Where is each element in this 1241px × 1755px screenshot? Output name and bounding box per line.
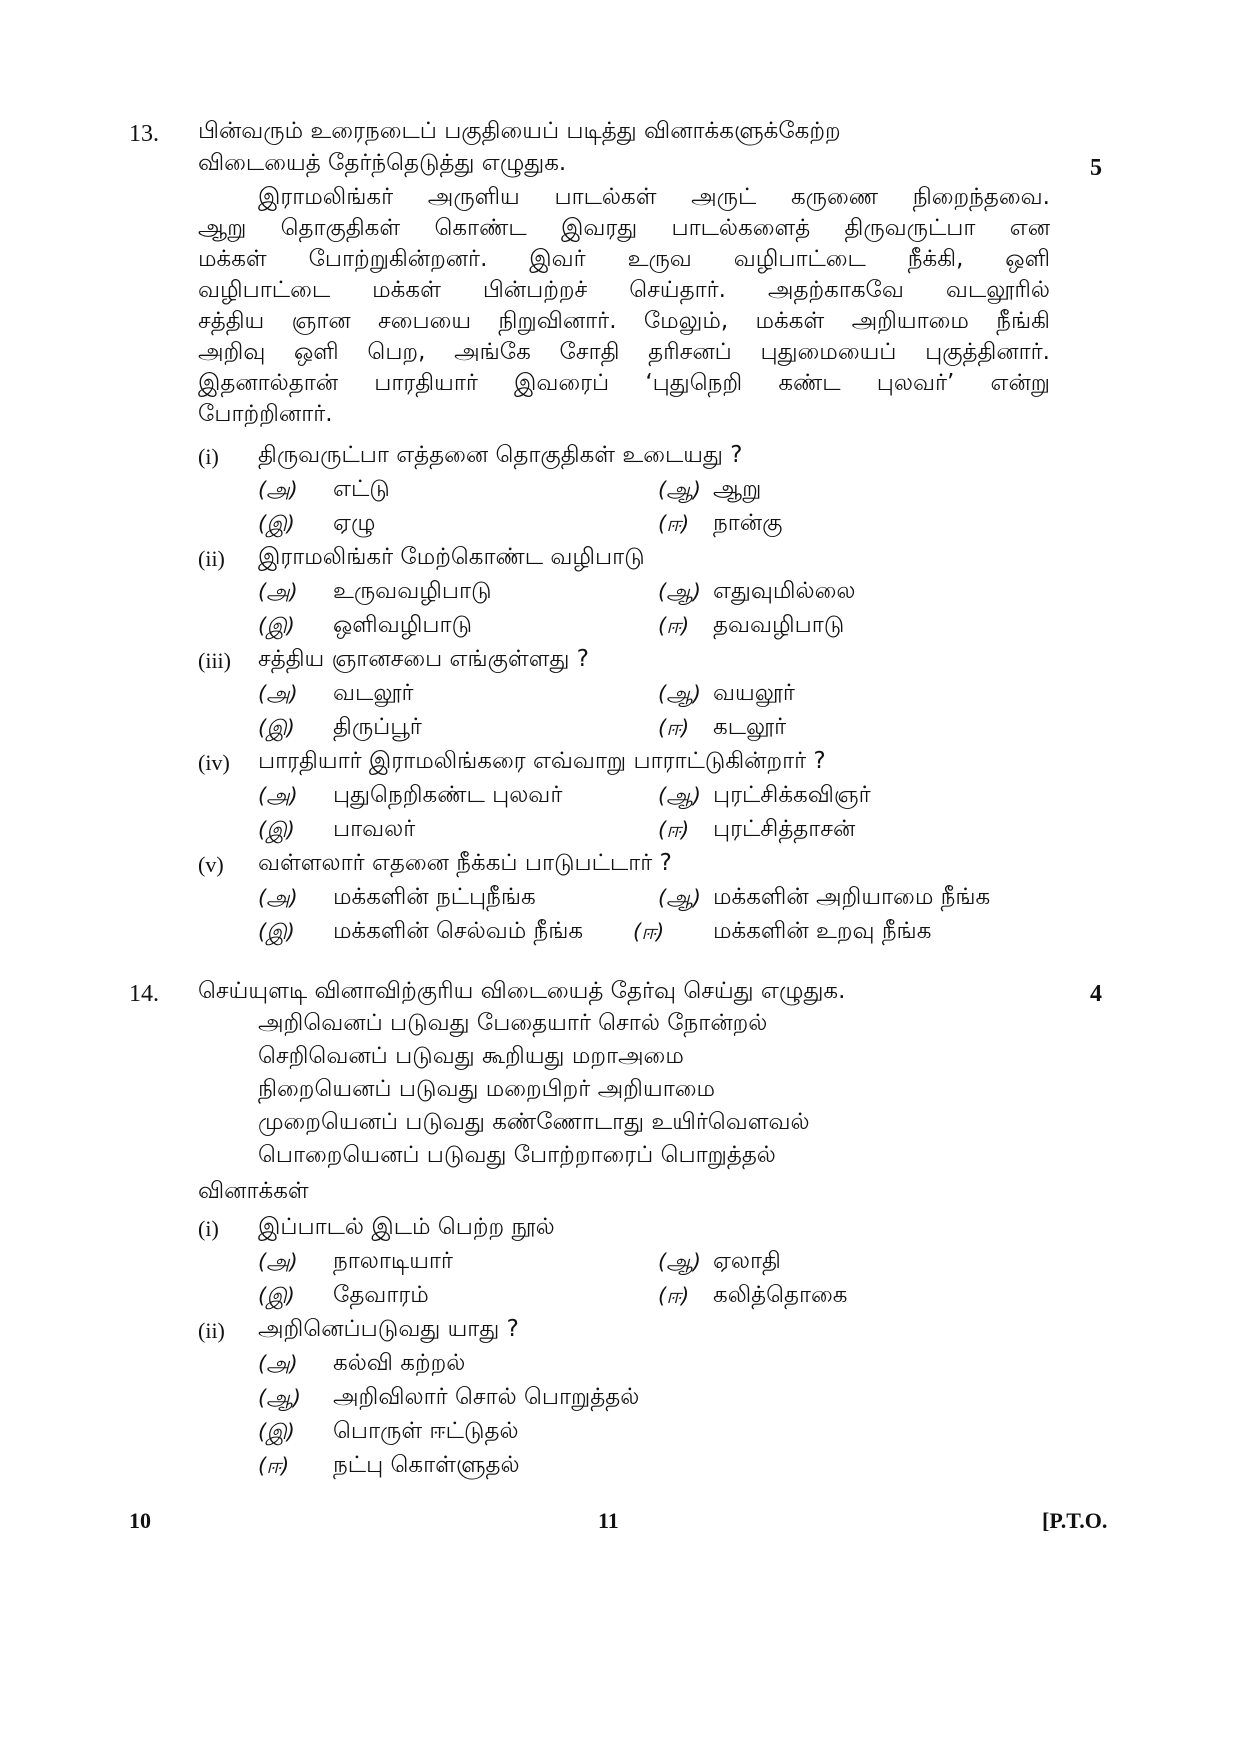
q13-sub-number: (iii)	[198, 648, 231, 673]
option-text: ஒளிவழிபாடு	[333, 612, 473, 638]
option-text: பாவலர்	[333, 816, 416, 842]
q13-passage-line: வழிபாட்டை மக்கள் பின்பற்றச் செய்தார். அதற்காகவே வடலூரில்	[198, 277, 1050, 303]
footer-code: 10	[129, 1508, 151, 1533]
q13-sub-question: திருவருட்பா எத்தனை தொகுதிகள் உடையது ?	[258, 442, 743, 468]
option-marker: (ஈ)	[258, 1454, 290, 1478]
option-marker: (இ)	[258, 920, 295, 944]
option-text: நாலாடியார்	[333, 1248, 453, 1274]
option-marker: (அ)	[258, 580, 298, 604]
option-marker: (ஆ)	[658, 580, 701, 604]
q14-instruction: செய்யுளடி வினாவிற்குரிய விடையைத் தேர்வு செய்து எழுதுக.	[198, 978, 846, 1004]
option-marker: (ஈ)	[658, 1284, 690, 1308]
option-text: உருவவழிபாடு	[333, 578, 492, 604]
option-marker: (இ)	[258, 716, 295, 740]
footer-page-number: 11	[598, 1508, 619, 1533]
option-text: மக்களின் அறியாமை நீங்க	[713, 884, 991, 910]
option-text: கடலூர்	[713, 714, 787, 740]
q14-sub-number: (ii)	[198, 1318, 225, 1343]
option-text: திருப்பூர்	[333, 714, 422, 740]
q14-marks: 4	[1090, 981, 1102, 1007]
option-marker: (ஆ)	[658, 1250, 701, 1274]
option-marker: (இ)	[258, 614, 295, 638]
poem-line: செறிவெனப் படுவது கூறியது மறாஅமை	[258, 1043, 684, 1069]
option-text: அறிவிலார் சொல் பொறுத்தல்	[333, 1384, 640, 1410]
option-marker: (அ)	[258, 784, 298, 808]
q14-sub-number: (i)	[198, 1216, 219, 1241]
option-text: எதுவுமில்லை	[713, 578, 856, 604]
option-marker: (ஈ)	[658, 512, 690, 536]
option-marker: (ஈ)	[658, 614, 690, 638]
q13-instruction-line2: விடையைத் தேர்ந்தெடுத்து எழுதுக.	[198, 150, 567, 176]
q14-sub-question: அறினெப்படுவது யாது ?	[258, 1316, 519, 1342]
option-text: தவவழிபாடு	[713, 612, 845, 638]
option-marker: (ஈ)	[658, 818, 690, 842]
q13-marks: 5	[1090, 155, 1102, 181]
option-marker: (அ)	[258, 478, 298, 502]
q13-sub-number: (ii)	[198, 546, 225, 571]
option-text: தேவாரம்	[333, 1282, 429, 1308]
option-text: கல்வி கற்றல்	[333, 1350, 466, 1376]
option-marker: (இ)	[258, 512, 295, 536]
option-marker: (அ)	[258, 886, 298, 910]
q13-passage-line: இராமலிங்கர் அருளிய பாடல்கள் அருட் கருணை நிறைந்தவை.	[258, 184, 1050, 210]
q13-instruction-line1: பின்வரும் உரைநடைப் பகுதியைப் படித்து வினாக்களுக்கேற்ற	[198, 118, 841, 144]
option-text: கலித்தொகை	[713, 1282, 848, 1308]
q13-number: 13.	[129, 121, 159, 147]
option-text: ஏலாதி	[713, 1248, 781, 1274]
option-text: மக்களின் உறவு நீங்க	[713, 918, 932, 944]
q13-sub-question: வள்ளலார் எதனை நீக்கப் பாடுபட்டார் ?	[258, 850, 672, 876]
option-text: புரட்சித்தாசன்	[713, 816, 856, 842]
q14-questions-label: வினாக்கள்	[198, 1178, 309, 1204]
option-text: நான்கு	[713, 510, 783, 536]
option-marker: (அ)	[258, 1352, 298, 1376]
q13-sub-question: பாரதியார் இராமலிங்கரை எவ்வாறு பாராட்டுகின்றார் ?	[258, 748, 826, 774]
q13-passage-line: அறிவு ஒளி பெற, அங்கே சோதி தரிசனப் புதுமையைப் புகுத்தினார்.	[198, 339, 1050, 365]
footer-pto: [P.T.O.	[1042, 1508, 1108, 1533]
option-marker: (ஆ)	[658, 478, 701, 502]
option-text: நட்பு கொள்ளுதல்	[333, 1452, 520, 1478]
poem-line: பொறையெனப் படுவது போற்றாரைப் பொறுத்தல்	[258, 1142, 776, 1168]
q13-passage-line: போற்றினார்.	[198, 401, 333, 427]
q13-sub-question: சத்திய ஞானசபை எங்குள்ளது ?	[258, 646, 589, 672]
q13-sub-number: (i)	[198, 444, 219, 469]
q13-sub-number: (iv)	[198, 750, 230, 775]
option-text: ஏழு	[333, 510, 376, 536]
option-marker: (ஈ)	[633, 920, 665, 944]
poem-line: முறையெனப் படுவது கண்ணோடாது உயிர்வௌவல்	[258, 1109, 810, 1135]
poem-line: அறிவெனப் படுவது பேதையார் சொல் நோன்றல்	[258, 1010, 768, 1036]
q13-sub-number: (v)	[198, 852, 224, 877]
option-marker: (ஆ)	[658, 682, 701, 706]
option-marker: (அ)	[258, 1250, 298, 1274]
option-marker: (இ)	[258, 1420, 295, 1444]
option-text: பொருள் ஈட்டுதல்	[333, 1418, 519, 1444]
option-marker: (இ)	[258, 818, 295, 842]
option-marker: (ஆ)	[658, 784, 701, 808]
option-text: புதுநெறிகண்ட புலவர்	[333, 782, 563, 808]
option-marker: (ஆ)	[258, 1386, 301, 1410]
option-text: எட்டு	[333, 476, 390, 502]
option-text: வடலூர்	[333, 680, 414, 706]
q14-number: 14.	[129, 981, 159, 1007]
q13-sub-question: இராமலிங்கர் மேற்கொண்ட வழிபாடு	[258, 544, 645, 570]
q13-passage-line: சத்திய ஞான சபையை நிறுவினார். மேலும், மக்கள் அறியாமை நீங்கி	[198, 308, 1050, 334]
option-marker: (இ)	[258, 1284, 295, 1308]
q13-passage-line: மக்கள் போற்றுகின்றனர். இவர் உருவ வழிபாட்டை நீக்கி, ஒளி	[198, 246, 1050, 272]
option-text: வயலூர்	[713, 680, 795, 706]
option-text: மக்களின் நட்புநீங்க	[333, 884, 536, 910]
option-marker: (ஆ)	[658, 886, 701, 910]
option-text: மக்களின் செல்வம் நீங்க	[333, 918, 584, 944]
option-text: ஆறு	[713, 476, 762, 502]
poem-line: நிறையெனப் படுவது மறைபிறர் அறியாமை	[258, 1076, 715, 1102]
option-marker: (ஈ)	[658, 716, 690, 740]
q14-sub-question: இப்பாடல் இடம் பெற்ற நூல்	[258, 1214, 555, 1240]
option-text: புரட்சிக்கவிஞர்	[713, 782, 871, 808]
q13-passage-line: ஆறு தொகுதிகள் கொண்ட இவரது பாடல்களைத் திருவருட்பா என	[198, 215, 1050, 241]
q13-passage-line: இதனால்தான் பாரதியார் இவரைப் ‘புதுநெறி கண்ட புலவர்’ என்று	[198, 370, 1050, 396]
option-marker: (அ)	[258, 682, 298, 706]
